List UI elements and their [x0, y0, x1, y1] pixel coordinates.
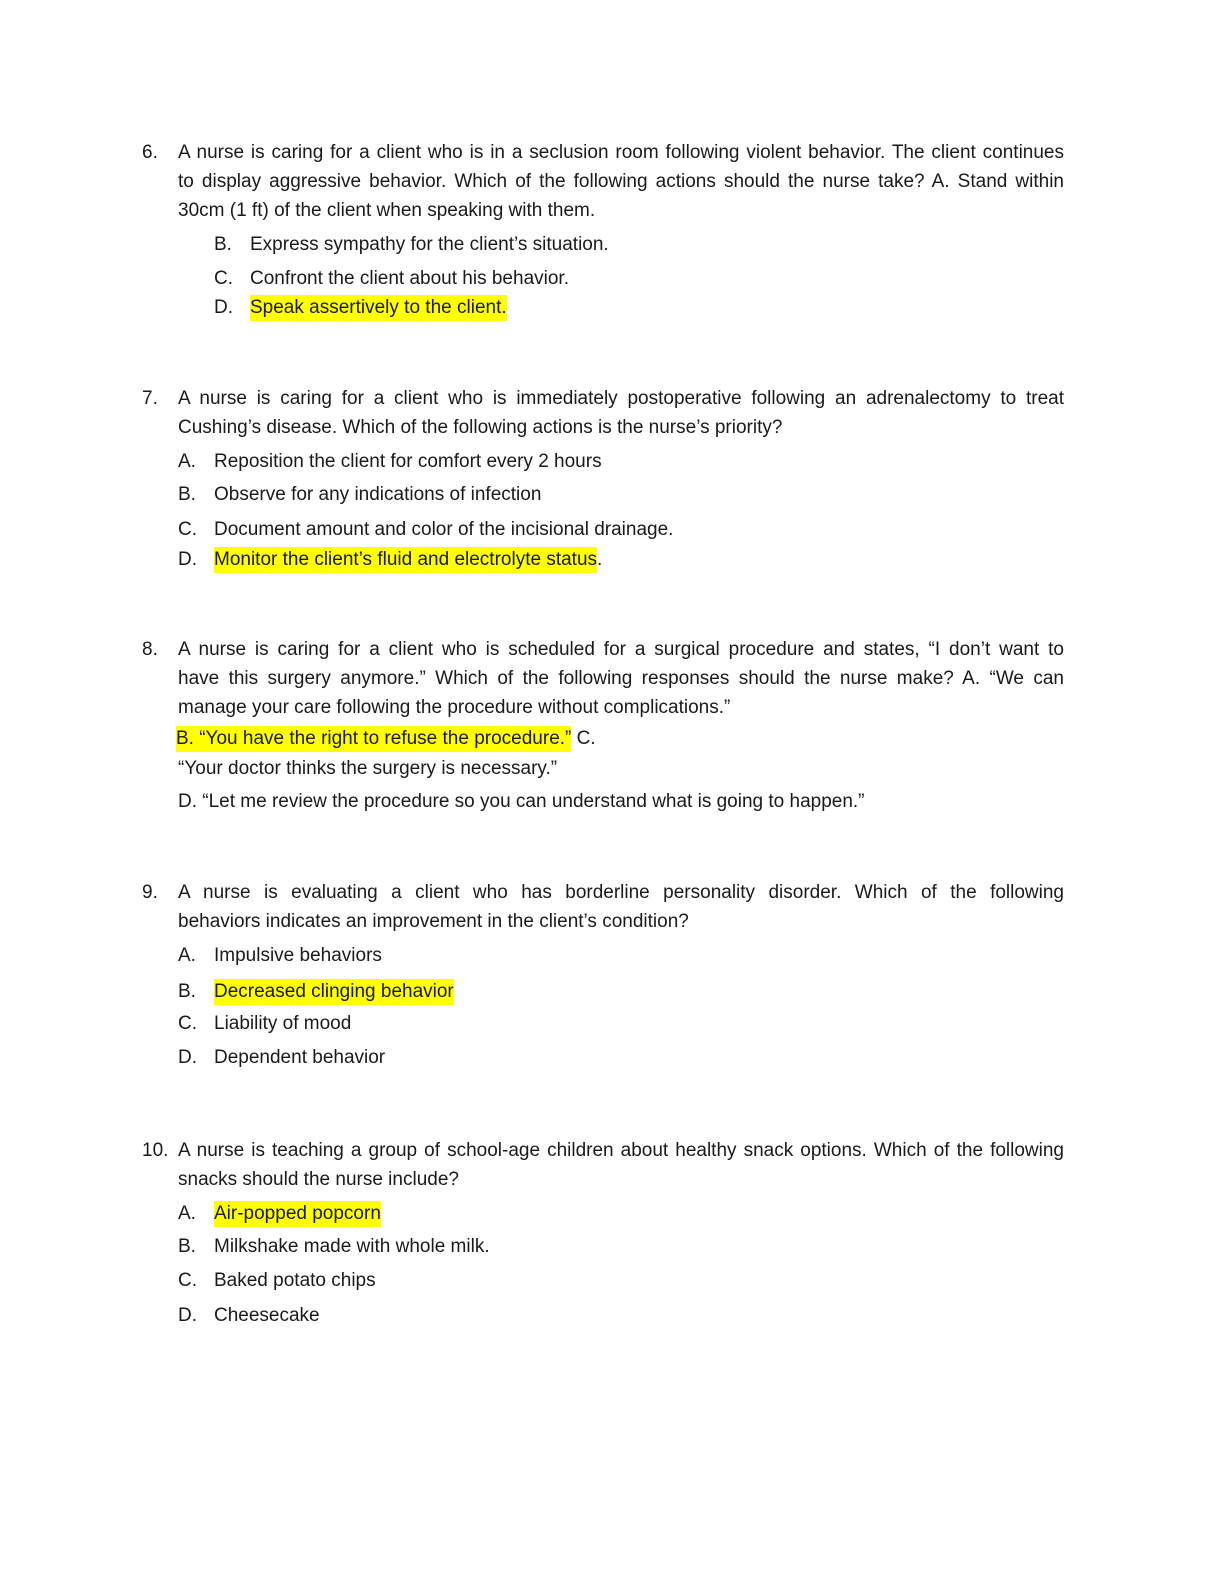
- question-stem-line: to display aggressive behavior. Which of the following actions should the nurse take? A. Stand within: [178, 171, 1064, 192]
- option-letter: D.: [178, 549, 197, 570]
- question-stem-line: A nurse is teaching a group of school-age children about healthy snack options. Which of the following: [178, 1140, 1064, 1161]
- question-stem-line: A nurse is caring for a client who is in a seclusion room following violent behavior. The client continues: [178, 142, 1064, 163]
- option-letter: B.: [178, 1236, 196, 1257]
- option-text: Baked potato chips: [214, 1270, 376, 1291]
- highlighted-answer: Decreased clinging behavior: [214, 979, 454, 1005]
- option-text: Reposition the client for comfort every 2 hours: [214, 451, 602, 472]
- option-text: Impulsive behaviors: [214, 945, 382, 966]
- option-letter: D.: [214, 297, 233, 318]
- option-text: Express sympathy for the client’s situation.: [250, 234, 609, 255]
- option-letter: B.: [178, 484, 196, 505]
- option-letter: C.: [178, 519, 197, 540]
- option-line: D. “Let me review the procedure so you can understand what is going to happen.”: [178, 791, 865, 812]
- question-stem-line: A nurse is evaluating a client who has borderline personality disorder. Which of the following: [178, 882, 1064, 903]
- question-number: 9.: [142, 882, 158, 903]
- option-text: Cheesecake: [214, 1305, 320, 1326]
- question-number: 10.: [142, 1140, 169, 1161]
- option-text: Document amount and color of the incisional drainage.: [214, 519, 674, 540]
- option-letter: B.: [214, 234, 232, 255]
- option-trailing-text: C.: [571, 728, 596, 749]
- highlighted-answer: Monitor the client’s fluid and electrolyte status: [214, 547, 597, 573]
- question-stem-line: have this surgery anymore.” Which of the following responses should the nurse make? A. “We can: [178, 668, 1064, 689]
- option-letter: C.: [178, 1270, 197, 1291]
- option-letter: A.: [178, 945, 196, 966]
- highlighted-answer: Speak assertively to the client.: [250, 295, 507, 321]
- question-number: 6.: [142, 142, 158, 163]
- question-number: 8.: [142, 639, 158, 660]
- option-text: Liability of mood: [214, 1013, 352, 1034]
- highlighted-answer: B. “You have the right to refuse the procedure.”: [176, 726, 571, 752]
- option-text: Observe for any indications of infection: [214, 484, 542, 505]
- option-text: Milkshake made with whole milk.: [214, 1236, 490, 1257]
- option-letter: D.: [178, 1047, 197, 1068]
- option-text: Dependent behavior: [214, 1047, 386, 1068]
- question-stem-line: manage your care following the procedure without complications.”: [178, 697, 731, 718]
- question-stem-line: A nurse is caring for a client who is scheduled for a surgical procedure and states, “I don’t want to: [178, 639, 1064, 660]
- option-letter: D.: [178, 1305, 197, 1326]
- question-number: 7.: [142, 388, 158, 409]
- question-stem-line: snacks should the nurse include?: [178, 1169, 459, 1190]
- option-letter: C.: [214, 268, 233, 289]
- option-text: Confront the client about his behavior.: [250, 268, 569, 289]
- option-letter: A.: [178, 451, 196, 472]
- question-stem-line: 30cm (1 ft) of the client when speaking with them.: [178, 200, 596, 221]
- highlighted-answer: Air-popped popcorn: [214, 1201, 381, 1227]
- option-letter: B.: [178, 981, 196, 1002]
- option-letter: C.: [178, 1013, 197, 1034]
- option-line: “Your doctor thinks the surgery is necessary.”: [178, 758, 558, 779]
- option-trailing-text: .: [597, 549, 603, 570]
- option-letter: A.: [178, 1203, 196, 1224]
- question-stem-line: Cushing’s disease. Which of the following actions is the nurse’s priority?: [178, 417, 783, 438]
- question-stem-line: A nurse is caring for a client who is immediately postoperative following an adrenalectomy to treat: [178, 388, 1064, 409]
- question-stem-line: behaviors indicates an improvement in the client’s condition?: [178, 911, 689, 932]
